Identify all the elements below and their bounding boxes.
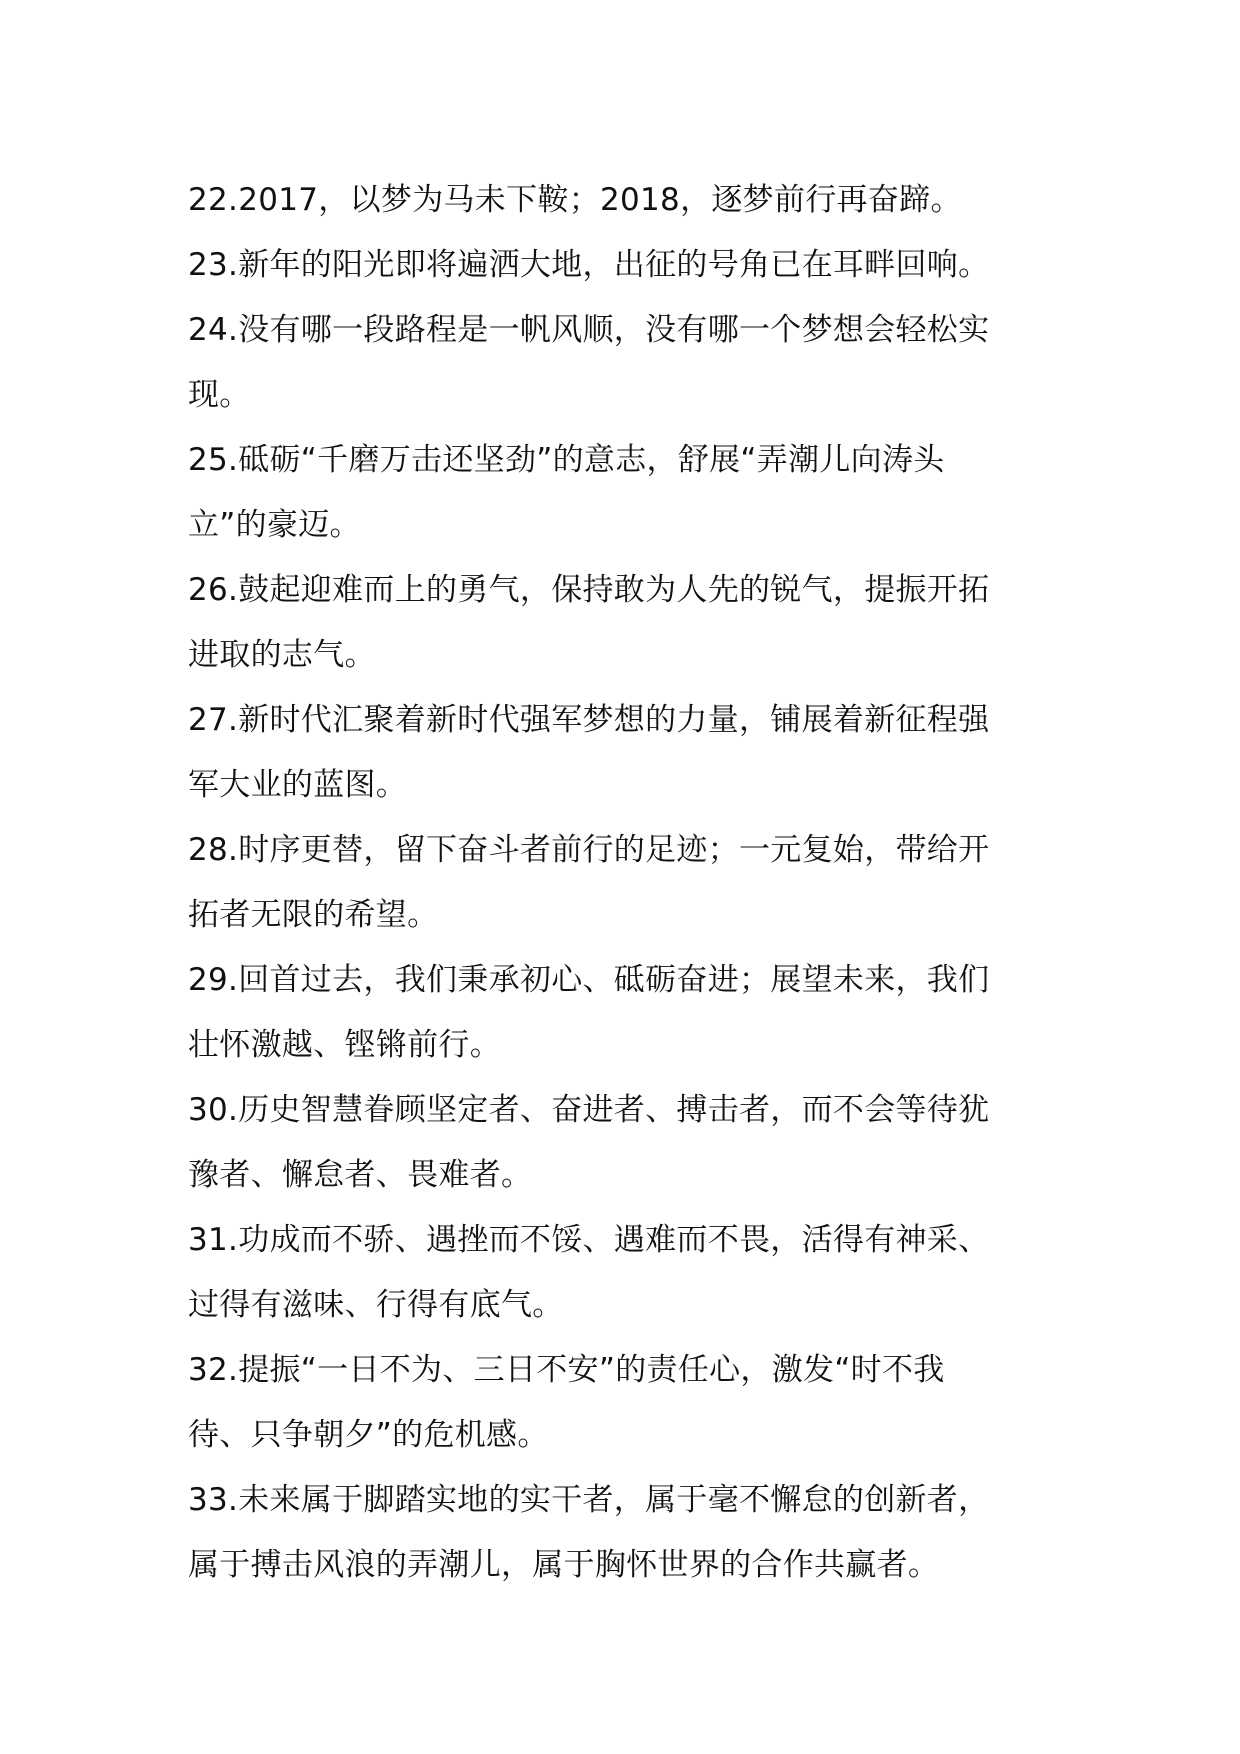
text-line: 22.2017，以梦为马未下鞍；2018，逐梦前行再奋蹄。 — [188, 182, 962, 218]
text-line: 27.新时代汇聚着新时代强军梦想的力量，铺展着新征程强 — [188, 702, 990, 738]
text-line: 25.砥砺“千磨万击还坚劲”的意志，舒展“弄潮儿向涛头 — [188, 442, 945, 478]
text-line: 拓者无限的希望。 — [188, 897, 439, 933]
text-line: 26.鼓起迎难而上的勇气，保持敢为人先的锐气，提振开拓 — [188, 572, 990, 608]
document-body — [188, 168, 1058, 1598]
text-line: 23.新年的阳光即将遍洒大地，出征的号角已在耳畔回响。 — [188, 247, 990, 283]
text-line: 立”的豪迈。 — [188, 507, 361, 543]
text-line: 29.回首过去，我们秉承初心、砥砺奋进；展望未来，我们 — [188, 962, 990, 998]
text-line: 32.提振“一日不为、三日不安”的责任心，激发“时不我 — [188, 1352, 945, 1388]
text-line: 壮怀激越、铿锵前行。 — [188, 1027, 501, 1063]
text-line: 豫者、懈怠者、畏难者。 — [188, 1157, 533, 1193]
text-line: 进取的志气。 — [188, 637, 376, 673]
text-line: 过得有滋味、行得有底气。 — [188, 1287, 564, 1323]
text-line: 属于搏击风浪的弄潮儿，属于胸怀世界的合作共赢者。 — [188, 1547, 940, 1583]
text-line: 33.未来属于脚踏实地的实干者，属于毫不懈怠的创新者， — [188, 1482, 990, 1518]
text-line: 现。 — [188, 377, 251, 413]
text-line: 30.历史智慧眷顾坚定者、奋进者、搏击者，而不会等待犹 — [188, 1092, 990, 1128]
text-line: 待、只争朝夕”的危机感。 — [188, 1417, 549, 1453]
text-line: 28.时序更替，留下奋斗者前行的足迹；一元复始，带给开 — [188, 832, 990, 868]
text-line: 24.没有哪一段路程是一帆风顺，没有哪一个梦想会轻松实 — [188, 312, 990, 348]
text-line: 军大业的蓝图。 — [188, 767, 408, 803]
text-line: 31.功成而不骄、遇挫而不馁、遇难而不畏，活得有神采、 — [188, 1222, 990, 1258]
